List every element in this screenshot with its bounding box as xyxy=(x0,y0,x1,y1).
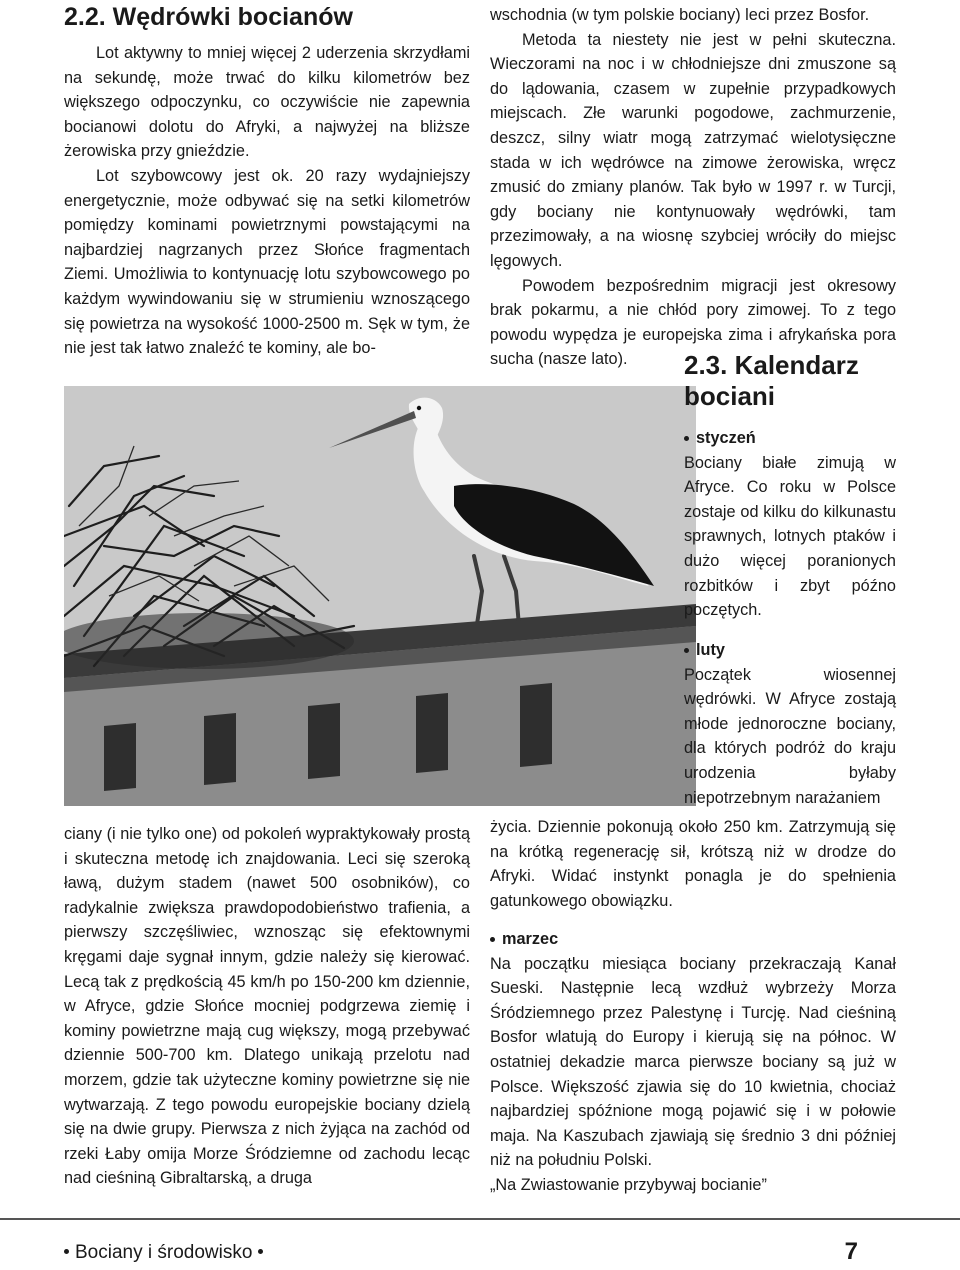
footer-bullet-left xyxy=(64,1249,69,1254)
paragraph-flocking: ciany (i nie tylko one) od pokoleń wypraktykowały prostą i skuteczna metodę ich znajdowania. Leci się szeroką ławą, dużym stadem (nawet 500 osobników), co radykalnie zwiększa prawdopodobieństwo trafienia, a pierwszy szczęśliwiec, wznosząc się efektownymi kręgami daje sygnał innym, gdzie należy się kierować. Lecą tak z prędkością 45 km/h po 150-200 km dziennie, w Afryce, gdzie Słońce mocniej podgrzewa ziemię i kominy powietrzne mają cug większy, mogą przebywać dziennie 500-700 km. Dlatego unikają przelotu nad morzem, gdzie tak użyteczne kominy powietrzne się nie wytwarzają. Z tego powodu europejskie bociany dzielą się na dwie grupy. Pierwsza z nich żyjąca na zachód od rzeki Łaby omija Morze Śródziemne od zachodu lecąc nad cieśniną Gibraltarską, a druga xyxy=(64,825,470,1188)
february-text-b: życia. Dziennie pokonują około 250 km. Zatrzymują się na krótką regenerację sił, krótszą niż w drodze do Afryki. Widać instynkt ponagla je do spełnienia gatunkowego obowiązku. xyxy=(490,818,896,910)
section-title-2-2: 2.2. Wędrówki bocianów xyxy=(64,3,353,31)
paragraph-method-limits: Metoda ta niestety nie jest w pełni skuteczna. Wieczorami na noc i w chłodniejsze dni zmuszone są do lądowania, czasem w zupełnie przypadkowych miejscach. Złe warunki pogodowe, zachmurzenie, deszcz, silny wiatr mogą zatrzymać wielotysięczne stada w ich wędrówce na zimowe żerowiska, wręcz zmusić do zmiany planów. Tak było w 1997 r. w Turcji, gdy bociany nie kontynuowały wędrówki, tam przezimowały, a na wiosnę szybciej wróciły do miejsc lęgowych. xyxy=(490,30,896,270)
footer-publication-label xyxy=(64,1241,263,1265)
page-number: 7 xyxy=(844,1238,858,1265)
section-title-2-3-line1: 2.3. Kalendarz xyxy=(684,350,859,380)
february-title: luty xyxy=(684,638,896,663)
left-column-bottom xyxy=(64,822,470,1191)
march-title: marzec xyxy=(490,927,896,952)
footer-divider xyxy=(0,1218,960,1220)
paragraph-gliding-flight: Lot szybowcowy jest ok. 20 razy wydajniejszy energetycznie, może odbywać się na setki kilometrów pomiędzy kominami powietrznymi powstającymi na najbardziej nagrzanych przez Słońce fragmentach Ziemi. Umożliwia to kontynuację lotu szybowcowego po każdym wywindowaniu się w strumieniu wznoszącego się powietrza na wysokość 1000-2500 m. Sęk w tym, że nie jest tak łatwo znaleźć te kominy, ale bo- xyxy=(64,166,470,358)
section-title-2-3-line2: bociani xyxy=(684,381,776,411)
march-quote: „Na Zwiastowanie przybywaj bocianie” xyxy=(490,1175,767,1194)
paragraph-active-flight: Lot aktywny to mniej więcej 2 uderzenia skrzydłami na sekundę, może trwać do kilku kilometrów bez większego odpoczynku, co oczywiście nie zapewnia bocianowi dolotu do Afryki, a najwyżej na bliższe żerowiska przy gnieździe. xyxy=(64,44,470,161)
january-title: styczeń xyxy=(684,426,896,451)
february-text-a: Początek wiosennej wędrówki. W Afryce zostają młode jednoroczne bociany, dla których podróż do kraju urodzenia byłaby niepotrzebnym narażaniem xyxy=(684,665,896,807)
right-column-top xyxy=(490,3,896,372)
stork-photo xyxy=(64,386,696,806)
calendar-january xyxy=(684,426,896,623)
paragraph-east-group: wschodnia (w tym polskie bociany) leci przez Bosfor. xyxy=(490,6,870,24)
left-column-top xyxy=(64,41,470,361)
march-text: Na początku miesiąca bociany przekraczają Kanał Sueski. Następnie lecą wzdłuż wybrzeży Morza Śródziemnego przez Palestynę i Turcję. Nad cieśniną Bosfor wlatują do Europy i kierują się na północ. W ostatniej dekadzie marca pierwsze bociany są już w Polsce. Większość zjawia się do 10 kwietnia, chociaż najbardziej spóźnione mogą pojawić się i w połowie maja. Na Kaszubach zjawiają się średnio 3 dni później niż na południu Polski. xyxy=(490,954,896,1170)
calendar-february-a xyxy=(684,638,896,810)
calendar-february-b xyxy=(490,815,896,913)
calendar-march xyxy=(490,927,896,1198)
footer-bullet-right xyxy=(258,1249,263,1254)
footer-label-text: Bociany i środowisko xyxy=(75,1242,253,1263)
section-title-2-3 xyxy=(684,350,859,412)
paragraph-migration-cause: Powodem bezpośrednim migracji jest okresowy brak pokarmu, a nie chłód pory zimowej. To z tego powodu wypędza je europejska zima i afrykańska pora sucha (nasze lato). xyxy=(490,276,896,369)
january-text: Bociany białe zimują w Afryce. Co roku w Polsce zostaje od kilku do kilkunastu sprawnych, lotnych ptaków i dużo więcej poranionych rozbitków i zbyt późno poczętych. xyxy=(684,453,896,620)
